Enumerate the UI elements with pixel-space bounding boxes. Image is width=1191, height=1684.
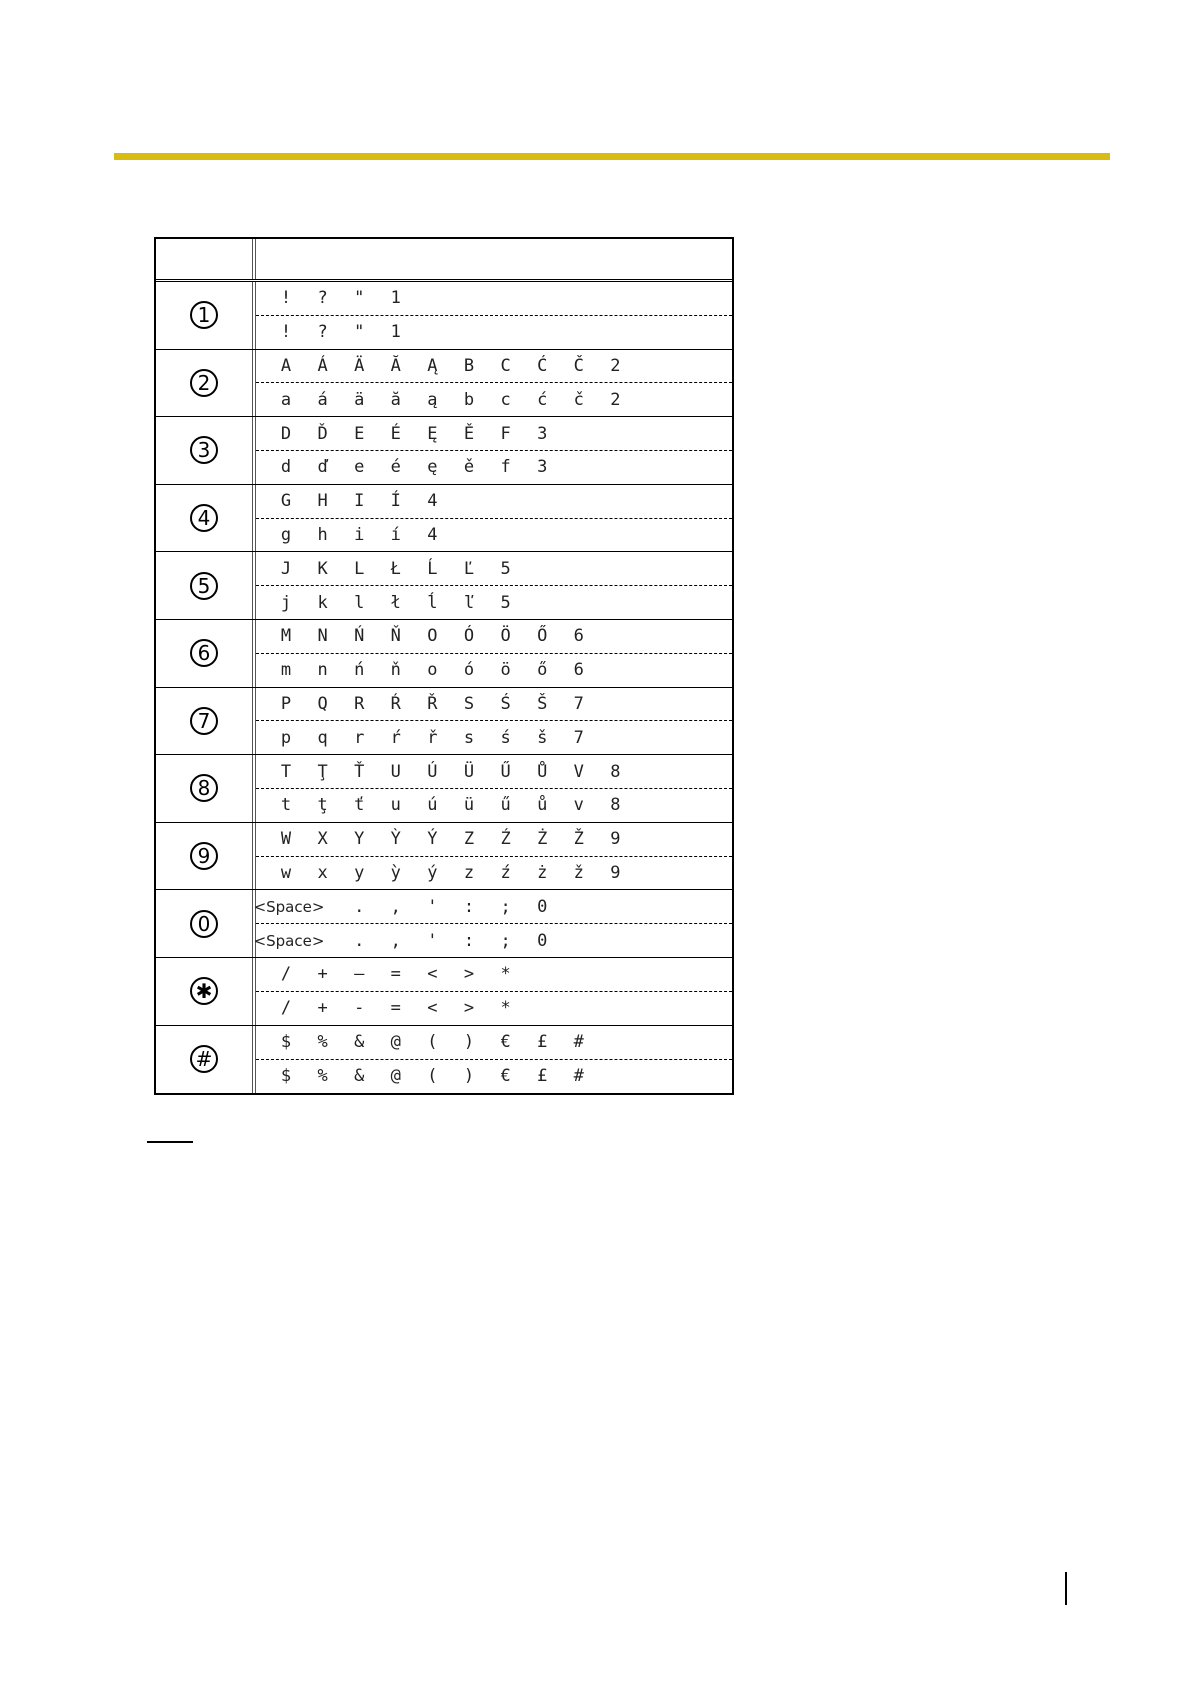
characters-cell: [256, 417, 732, 484]
character: o: [427, 660, 438, 681]
character: Ť: [354, 761, 365, 782]
character: ű: [500, 795, 511, 816]
character: W: [280, 829, 292, 850]
key-cell: [156, 958, 256, 1025]
character: /: [280, 964, 292, 985]
character: V: [573, 761, 584, 782]
character: Ý: [427, 829, 438, 850]
key-8-icon: 8: [190, 774, 218, 802]
character: Ú: [427, 761, 438, 782]
character: í: [390, 524, 401, 545]
character: !: [280, 322, 292, 343]
character: Ĺ: [427, 558, 438, 579]
character: Ň: [390, 626, 401, 647]
character: £: [537, 1032, 548, 1053]
character: 1: [390, 288, 401, 309]
character: S: [463, 693, 475, 714]
character: Ż: [537, 829, 548, 850]
character: <: [427, 998, 438, 1019]
character: #: [573, 1032, 584, 1053]
character: Ľ: [463, 558, 475, 579]
character: X: [317, 829, 328, 850]
character: 4: [427, 524, 438, 545]
character: z: [463, 862, 475, 883]
character: 6: [573, 626, 584, 647]
key-3-icon: 3: [190, 436, 218, 464]
characters-cell: [256, 620, 732, 687]
character: M: [280, 626, 292, 647]
character: +: [317, 998, 328, 1019]
characters-cell: [256, 823, 732, 890]
character: b: [463, 389, 475, 410]
uppercase-line: [256, 485, 732, 519]
character: $: [280, 1032, 292, 1053]
character: ü: [463, 795, 475, 816]
character: Č: [573, 355, 584, 376]
character: n: [317, 660, 328, 681]
key-0-icon: 0: [190, 910, 218, 938]
character: 6: [573, 660, 584, 681]
table-row: [156, 350, 732, 418]
character: ý: [427, 862, 438, 883]
table-row: [156, 823, 732, 891]
character: *: [500, 998, 511, 1019]
character: x: [317, 862, 328, 883]
character: E: [354, 423, 365, 444]
characters-cell: [256, 282, 732, 349]
character: q: [317, 727, 328, 748]
key-5-icon: 5: [190, 572, 218, 600]
key-cell: [156, 620, 256, 687]
character: e: [354, 457, 365, 478]
character: G: [280, 491, 292, 512]
character: ś: [500, 727, 511, 748]
lowercase-line: [256, 451, 732, 484]
character: ): [463, 1066, 475, 1087]
character: @: [390, 1032, 401, 1053]
character: Ž: [573, 829, 584, 850]
character: ě: [463, 457, 475, 478]
character: 3: [537, 423, 548, 444]
character: ': [427, 896, 438, 917]
header-key-cell: [156, 239, 256, 279]
character: &: [354, 1032, 365, 1053]
character: D: [280, 423, 292, 444]
character: Ć: [537, 355, 548, 376]
key-cell: [156, 417, 256, 484]
character: K: [317, 558, 328, 579]
character: w: [280, 862, 292, 883]
character: j: [280, 592, 292, 613]
character: !: [280, 288, 292, 309]
characters-cell: [256, 755, 732, 822]
lowercase-line: [256, 992, 732, 1025]
character: A: [280, 355, 292, 376]
uppercase-line: [253, 890, 732, 924]
character: Q: [317, 693, 328, 714]
character: :: [463, 930, 475, 951]
character: ţ: [317, 795, 328, 816]
table-row: [156, 755, 732, 823]
character: (: [427, 1032, 438, 1053]
uppercase-line: [256, 958, 732, 992]
character: ö: [500, 660, 511, 681]
table-row: [156, 688, 732, 756]
character: ó: [463, 660, 475, 681]
character: r: [354, 727, 365, 748]
character: f: [500, 457, 511, 478]
character: N: [317, 626, 328, 647]
character: Ě: [463, 423, 475, 444]
character: ń: [354, 660, 365, 681]
character: .: [354, 930, 365, 951]
character: ;: [500, 930, 511, 951]
characters-cell: [256, 552, 732, 619]
table-row: [156, 1026, 732, 1094]
key-cell: [156, 552, 256, 619]
table-row: [156, 890, 732, 958]
character: I: [354, 491, 365, 512]
character: i: [354, 524, 365, 545]
character: l: [354, 592, 365, 613]
table-body: [156, 282, 732, 1093]
character: č: [573, 389, 584, 410]
character: ): [463, 1032, 475, 1053]
character: H: [317, 491, 328, 512]
character: #: [573, 1066, 584, 1087]
character: B: [463, 355, 475, 376]
character: <Space>: [253, 931, 325, 950]
key-hash-icon: #: [190, 1045, 218, 1073]
character: 7: [573, 727, 584, 748]
character: m: [280, 660, 292, 681]
character: ů: [537, 795, 548, 816]
character: Á: [317, 355, 328, 376]
character: 1: [390, 322, 401, 343]
lowercase-line: [256, 519, 732, 552]
character: £: [537, 1066, 548, 1087]
table-row: [156, 417, 732, 485]
lowercase-line: [256, 586, 732, 619]
character: 4: [427, 491, 438, 512]
characters-cell: [256, 958, 732, 1025]
character: 5: [500, 558, 511, 579]
character: g: [280, 524, 292, 545]
character: s: [463, 727, 475, 748]
character: ő: [537, 660, 548, 681]
character: ỳ: [390, 862, 401, 883]
accent-rule: [114, 153, 1110, 160]
character: Ö: [500, 626, 511, 647]
character: T: [280, 761, 292, 782]
character: Ţ: [317, 761, 328, 782]
character: ": [354, 322, 365, 343]
character: d: [280, 457, 292, 478]
key-9-icon: 9: [190, 842, 218, 870]
character: ľ: [463, 592, 475, 613]
character: Ă: [390, 355, 401, 376]
character: t: [280, 795, 292, 816]
character: &: [354, 1066, 365, 1087]
key-cell: [156, 823, 256, 890]
character: –: [354, 964, 365, 985]
character: Ü: [463, 761, 475, 782]
character: Z: [463, 829, 475, 850]
character: Ű: [500, 761, 511, 782]
lowercase-line: [256, 789, 732, 822]
character: P: [280, 693, 292, 714]
table-row: [156, 282, 732, 350]
character: Ä: [354, 355, 365, 376]
key-4-icon: 4: [190, 504, 218, 532]
character: ť: [354, 795, 365, 816]
character: R: [354, 693, 365, 714]
table-row: [156, 620, 732, 688]
character: ,: [390, 896, 401, 917]
character: ź: [500, 862, 511, 883]
lowercase-line: [256, 1060, 732, 1093]
key-cell: [156, 282, 256, 349]
character: €: [500, 1066, 511, 1087]
character: C: [500, 355, 511, 376]
character: h: [317, 524, 328, 545]
key-cell: [156, 1026, 256, 1094]
character: Ś: [500, 693, 511, 714]
character: Ń: [354, 626, 365, 647]
characters-cell: [256, 688, 732, 755]
character: 7: [573, 693, 584, 714]
characters-cell: [256, 1026, 732, 1094]
character: 8: [610, 761, 621, 782]
table-row: [156, 958, 732, 1026]
key-cell: [156, 890, 256, 957]
key-cell: [156, 485, 256, 552]
character: ': [427, 930, 438, 951]
header-characters-cell: [256, 239, 732, 279]
character: ;: [500, 896, 511, 917]
table-row: [156, 485, 732, 553]
uppercase-line: [256, 823, 732, 857]
key-7-icon: 7: [190, 707, 218, 735]
character: Ď: [317, 423, 328, 444]
key-6-icon: 6: [190, 639, 218, 667]
character: ż: [537, 862, 548, 883]
character: Ą: [427, 355, 438, 376]
character: 9: [610, 862, 621, 883]
key-cell: [156, 350, 256, 417]
character: ň: [390, 660, 401, 681]
character: É: [390, 423, 401, 444]
character: .: [354, 896, 365, 917]
lowercase-line: [256, 857, 732, 890]
character: %: [317, 1032, 328, 1053]
uppercase-line: [256, 350, 732, 384]
character: (: [427, 1066, 438, 1087]
character: +: [317, 964, 328, 985]
uppercase-line: [256, 1026, 732, 1060]
characters-cell: [256, 350, 732, 417]
character: ": [354, 288, 365, 309]
character: <: [427, 964, 438, 985]
character: 0: [537, 930, 548, 951]
key-cell: [156, 755, 256, 822]
character: J: [280, 558, 292, 579]
character: u: [390, 795, 401, 816]
character: á: [317, 389, 328, 410]
lowercase-line: [256, 316, 732, 349]
character: ď: [317, 457, 328, 478]
character: Ź: [500, 829, 511, 850]
character: ą: [427, 389, 438, 410]
character: =: [390, 998, 401, 1019]
character: Ę: [427, 423, 438, 444]
character: Ł: [390, 558, 401, 579]
character: ł: [390, 592, 401, 613]
lowercase-line: [256, 654, 732, 687]
character: p: [280, 727, 292, 748]
characters-cell: [256, 485, 732, 552]
character: 3: [537, 457, 548, 478]
character: v: [573, 795, 584, 816]
character: 5: [500, 592, 511, 613]
key-cell: [156, 688, 256, 755]
character: c: [500, 389, 511, 410]
character: *: [500, 964, 511, 985]
characters-cell: [253, 890, 732, 957]
character: 2: [610, 389, 621, 410]
character: Ő: [537, 626, 548, 647]
character: ž: [573, 862, 584, 883]
character: Ó: [463, 626, 475, 647]
character: $: [280, 1066, 292, 1087]
lowercase-line: [256, 721, 732, 754]
character: %: [317, 1066, 328, 1087]
character: Ỳ: [390, 829, 401, 850]
character: U: [390, 761, 401, 782]
character: ?: [317, 288, 328, 309]
character: ä: [354, 389, 365, 410]
character-table: [154, 237, 734, 1095]
lowercase-line: [253, 924, 732, 957]
character: ,: [390, 930, 401, 951]
character: Ř: [427, 693, 438, 714]
table-row: [156, 552, 732, 620]
key-2-icon: 2: [190, 369, 218, 397]
character: a: [280, 389, 292, 410]
key-star-icon: ✱: [190, 977, 218, 1005]
character: é: [390, 457, 401, 478]
key-1-icon: 1: [190, 301, 218, 329]
uppercase-line: [256, 552, 732, 586]
character: /: [280, 998, 292, 1019]
lowercase-line: [256, 383, 732, 416]
character: š: [537, 727, 548, 748]
character: @: [390, 1066, 401, 1087]
character: y: [354, 862, 365, 883]
page-marker: [1065, 1572, 1067, 1605]
character: ă: [390, 389, 401, 410]
uppercase-line: [256, 620, 732, 654]
character: ř: [427, 727, 438, 748]
character: ę: [427, 457, 438, 478]
character: 0: [537, 896, 548, 917]
character: =: [390, 964, 401, 985]
uppercase-line: [256, 417, 732, 451]
uppercase-line: [256, 688, 732, 722]
character: 9: [610, 829, 621, 850]
character: ?: [317, 322, 328, 343]
character: 2: [610, 355, 621, 376]
character: Í: [390, 491, 401, 512]
character: Š: [537, 693, 548, 714]
character: ŕ: [390, 727, 401, 748]
uppercase-line: [256, 755, 732, 789]
character: ĺ: [427, 592, 438, 613]
note-rule: [147, 1141, 193, 1143]
table-header: [156, 239, 732, 282]
uppercase-line: [256, 282, 732, 316]
character: >: [463, 964, 475, 985]
character: k: [317, 592, 328, 613]
character: -: [354, 998, 365, 1019]
character: Ů: [537, 761, 548, 782]
character: 8: [610, 795, 621, 816]
character: Y: [354, 829, 365, 850]
character: L: [354, 558, 365, 579]
character: ć: [537, 389, 548, 410]
character: O: [427, 626, 438, 647]
character: F: [500, 423, 511, 444]
character: :: [463, 896, 475, 917]
character: €: [500, 1032, 511, 1053]
character: >: [463, 998, 475, 1019]
character: ú: [427, 795, 438, 816]
character: Ŕ: [390, 693, 401, 714]
character: <Space>: [253, 897, 325, 916]
